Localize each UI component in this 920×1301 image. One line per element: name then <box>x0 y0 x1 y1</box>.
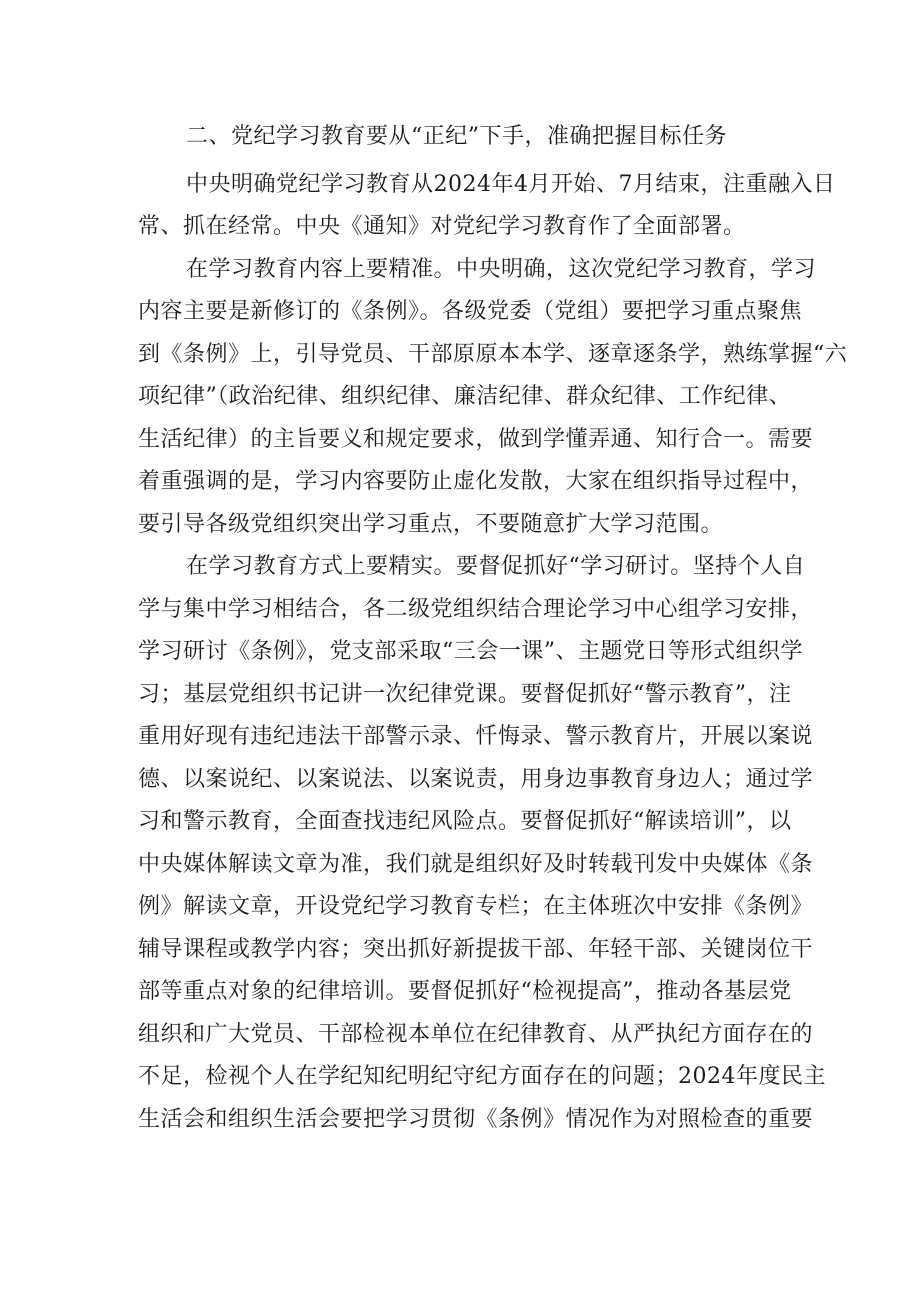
paragraph-2-line-1: 在学习教育内容上要精准。中央明确，这次党纪学习教育，学习 <box>186 257 817 282</box>
paragraph-3-line-2: 学与集中学习相结合，各二级党组织结合理论学习中心组学习安排， <box>138 597 814 622</box>
paragraph-3-line-6: 德、以案说纪、以案说法、以案说责，用身边事教育身边人；通过学 <box>138 767 814 792</box>
paragraph-2-line-7: 要引导各级党组织突出学习重点，不要随意扩大学习范围。 <box>138 512 724 537</box>
paragraph-2-line-6: 着重强调的是，学习内容要防止虚化发散，大家在组织指导过程中， <box>138 469 814 494</box>
paragraph-3-line-11: 部等重点对象的纪律培训。要督促抓好“检视提高”，推动各基层党 <box>138 979 792 1004</box>
paragraph-3-line-5: 重用好现有违纪违法干部警示录、忏悔录、警示教育片，开展以案说 <box>138 724 814 749</box>
paragraph-2-line-4: 项纪律”（政治纪律、组织纪律、廉洁纪律、群众纪律、工作纪律、 <box>138 384 792 409</box>
paragraph-3-line-10: 辅导课程或教学内容；突出抓好新提拔干部、年轻干部、关键岗位干 <box>138 937 814 962</box>
paragraph-3-line-14: 生活会和组织生活会要把学习贯彻《条例》情况作为对照检查的重要 <box>138 1107 814 1132</box>
paragraph-3-line-9: 例》解读文章，开设党纪学习教育专栏；在主体班次中安排《条例》 <box>138 894 814 919</box>
paragraph-3-line-12: 组织和广大党员、干部检视本单位在纪律教育、从严执纪方面存在的 <box>138 1022 814 1047</box>
paragraph-3-line-7: 习和警示教育，全面查找违纪风险点。要督促抓好“解读培训”，以 <box>138 809 792 834</box>
paragraph-3-line-8: 中央媒体解读文章为准，我们就是组织好及时转载刊发中央媒体《条 <box>138 852 814 877</box>
paragraph-1-line-2: 常、抓在经常。中央《通知》对党纪学习教育作了全面部署。 <box>138 214 746 239</box>
paragraph-2-line-5: 生活纪律）的主旨要义和规定要求，做到学懂弄通、知行合一。需要 <box>138 427 814 452</box>
paragraph-3-line-1: 在学习教育方式上要精实。要督促抓好“学习研讨。坚持个人自 <box>186 554 806 579</box>
paragraph-3-line-4: 习；基层党组织书记讲一次纪律党课。要督促抓好“警示教育”，注 <box>138 682 792 707</box>
section-heading: 二、党纪学习教育要从“正纪”下手，准确把握目标任务 <box>186 124 727 149</box>
paragraph-2-line-2: 内容主要是新修订的《条例》。各级党委（党组）要把学习重点聚焦 <box>138 299 803 324</box>
paragraph-1-line-1: 中央明确党纪学习教育从2024年4月开始、7月结束，注重融入日 <box>186 172 836 197</box>
paragraph-3-line-13: 不足，检视个人在学纪知纪明纪守纪方面存在的问题；2024年度民主 <box>138 1064 826 1089</box>
paragraph-2-line-3: 到《条例》上，引导党员、干部原原本本学、逐章逐条学，熟练掌握“六 <box>138 342 848 367</box>
paragraph-3-line-3: 学习研讨《条例》，党支部采取“三会一课”、主题党日等形式组织学 <box>138 639 803 664</box>
